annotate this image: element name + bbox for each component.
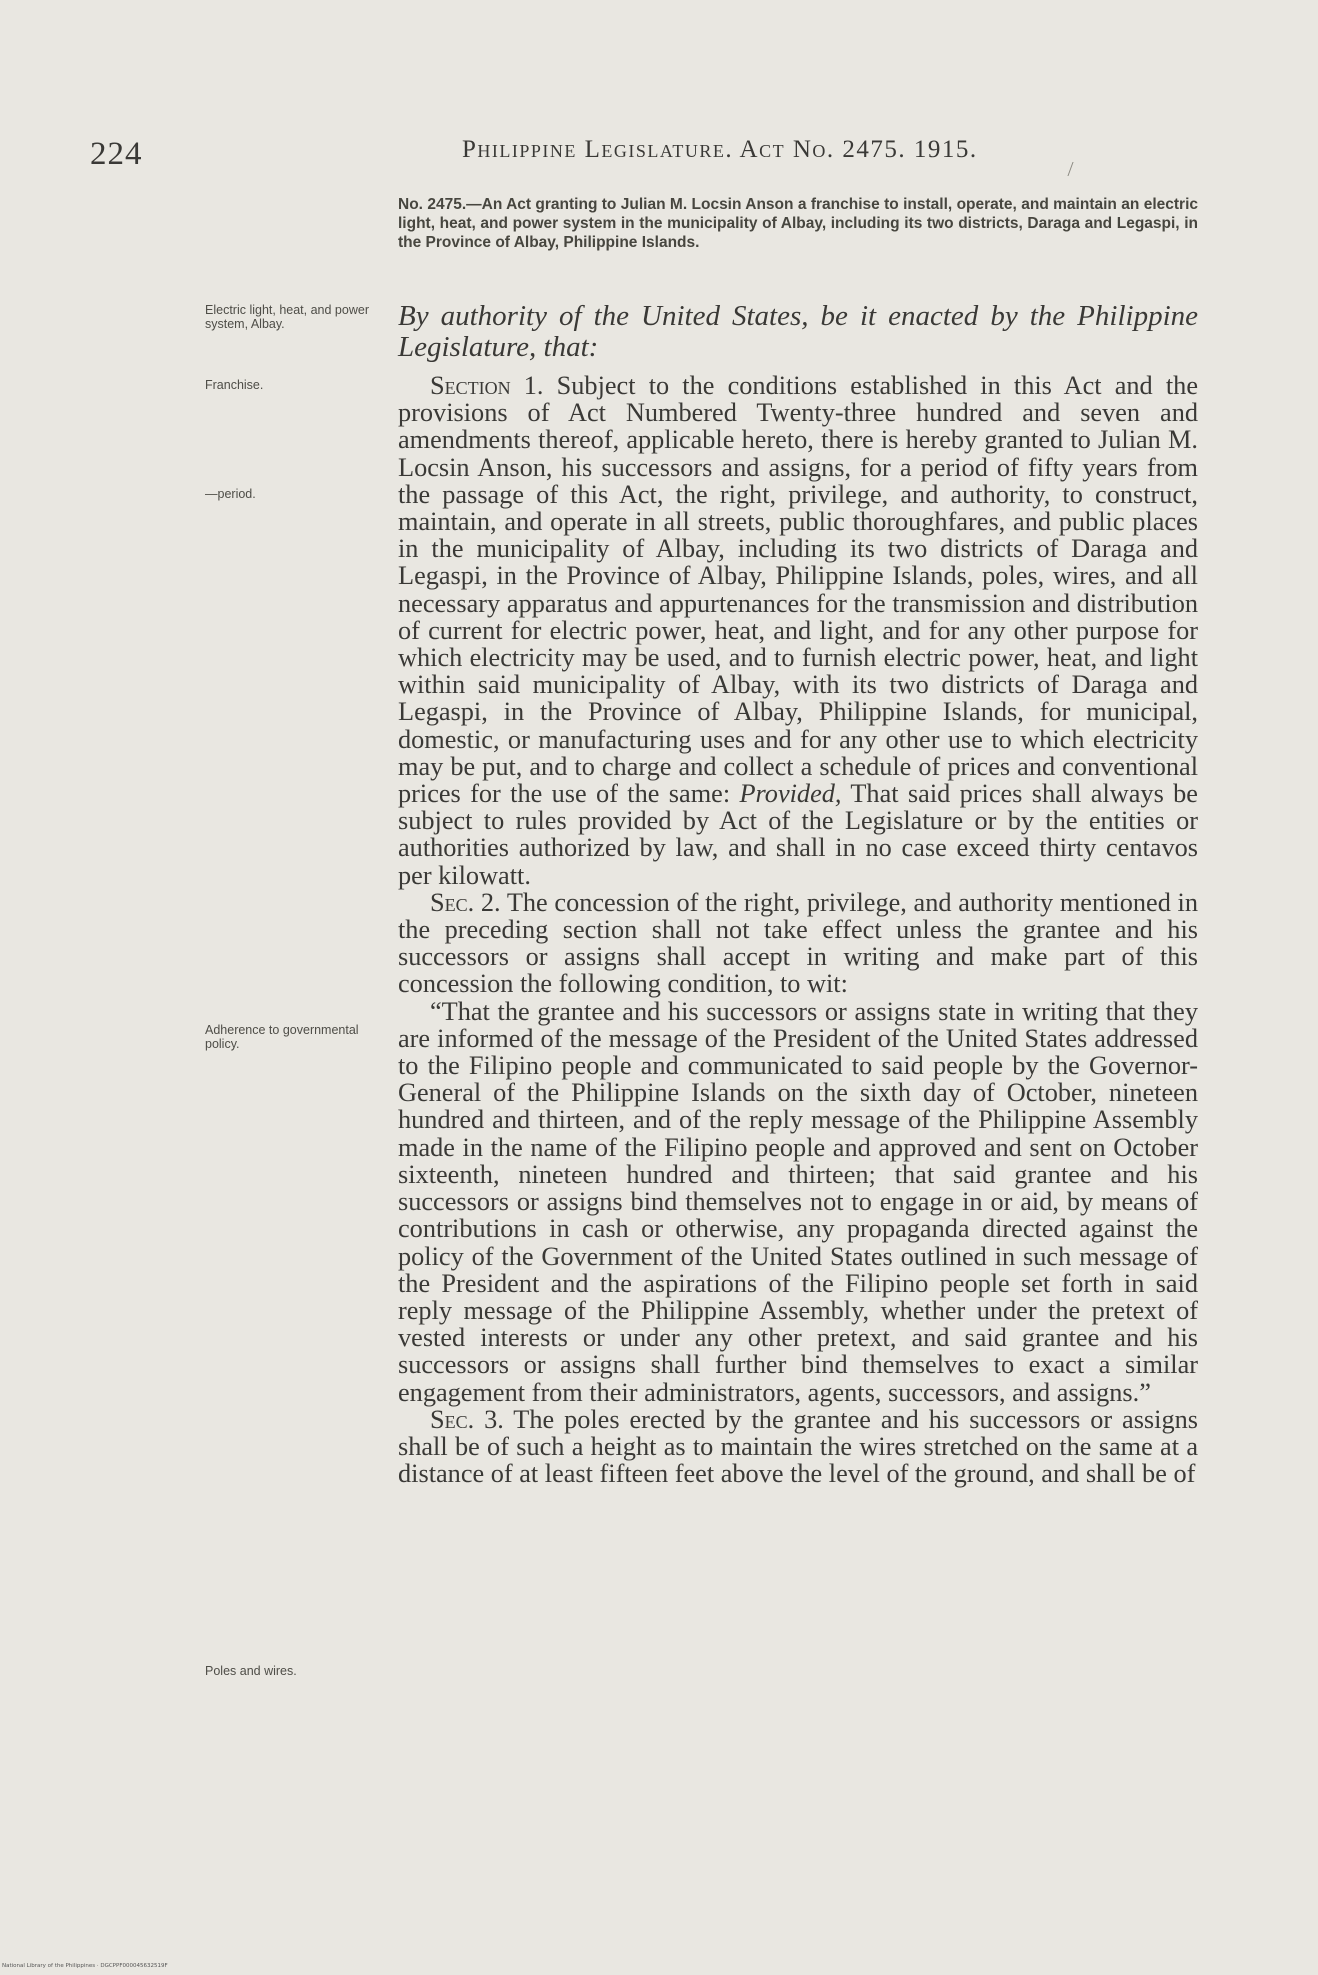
margin-note-period: —period. [205, 487, 256, 501]
section-2-text: The concession of the right, privilege, and authority mentioned in the preceding section shall not take effect unless the grantee and his successors or assigns shall accept in writing and make part of this concession the following condition, to wit: [398, 887, 1199, 999]
margin-note-poles: Poles and wires. [205, 1664, 297, 1678]
section-2 [398, 889, 1198, 998]
margin-note-electric-light: Electric light, heat, and power system, Albay. [205, 303, 369, 331]
act-summary-text: No. 2475.—An Act granting to Julian M. Locsin Anson a franchise to install, operate, and maintain an electric light, heat, and power system in the municipality of Albay, including its two districts, Daraga and Legaspi, in the Province of Albay, Philippine Islands. [398, 196, 1198, 251]
section-3-text: The poles erected by the grantee and his successors or assigns shall be of such a height as to maintain the wires stretched on the same at a distance of at least fifteen feet above the level of the ground, and shall be of [398, 1404, 1198, 1489]
act-summary [398, 195, 1198, 252]
section-1-text-end: That said prices shall always be subject to rules provided by Act of the Legislature or by the entities or authorities authorized by law, and shall in no case exceed thirty centavos per kilowatt. [398, 779, 1198, 890]
section-2-label: Sec. 2. [430, 887, 501, 917]
margin-note-adherence: Adherence to governmental policy. [205, 1023, 359, 1051]
footer-stamp: National Library of the Philippines · DGCPPF000045632519F [2, 1963, 168, 1969]
page-number: 224 [90, 136, 143, 172]
section-1-label: Section 1. [430, 371, 544, 400]
section-1-text: Subject to the conditions established in this Act and the provisions of Act Numbered Twenty-three hundred and seven and amendments thereof, applicable hereto, there is hereby granted to Julian M. Locsin Anson, his successors and assigns, for a period of fifty years from the passage of this Act, the right, privilege, and authority, to construct, maintain, and operate in all streets, public thoroughfares, and public places in the municipality of Albay, including its two districts of Daraga and Legaspi, in the Province of Albay, Philippine Islands, poles, wires, and all necessary apparatus and appurtenances for the transmission and distribution of current for electric power, heat, and light, and for any other purpose for which electricity may be used, and to furnish electric power, heat, and light within said municipality of Albay, with its two districts of Daraga and Legaspi, in the Province of Albay, Philippine Islands, for municipal, domestic, or manufacturing uses and for any other use to which electricity may be put, and to charge and collect a schedule of prices and conventional prices for the use of the same: [398, 371, 1198, 809]
section-3-label: Sec. 3. [430, 1404, 504, 1434]
enacting-clause: By authority of the United States, be it enacted by the Philippine Legislature, that: [398, 300, 1198, 363]
running-head: Philippine Legislature. Act No. 2475. 1915. [462, 136, 978, 163]
section-1 [398, 372, 1198, 889]
provided-word: Provided, [739, 779, 842, 809]
section-2-quote: “That the grantee and his successors or assigns state in writing that they are informed of the message of the President of the United States addressed to the Filipino people and communicated to said people by the Governor-General of the Philippine Islands on the sixth day of October, nineteen hundred and thirteen, and of the reply message of the Philippine Assembly made in the name of the Filipino people and approved and sent on October sixteenth, nineteen hundred and thirteen; that said grantee and his successors or assigns bind themselves not to engage in or aid, by means of contributions in cash or otherwise, any propaganda directed against the policy of the Government of the United States outlined in such message of the President and the aspirations of the Filipino people set forth in said reply message of the Philippine Assembly, whether under the pretext of vested interests or under any other pretext, and said grantee and his successors or assigns shall further bind themselves to exact a similar engagement from their administrators, agents, successors, and assigns.” [398, 996, 1198, 1407]
section-3 [398, 1406, 1198, 1488]
pencil-mark [1067, 162, 1079, 176]
body-text [398, 372, 1198, 1487]
margin-note-franchise: Franchise. [205, 378, 264, 392]
